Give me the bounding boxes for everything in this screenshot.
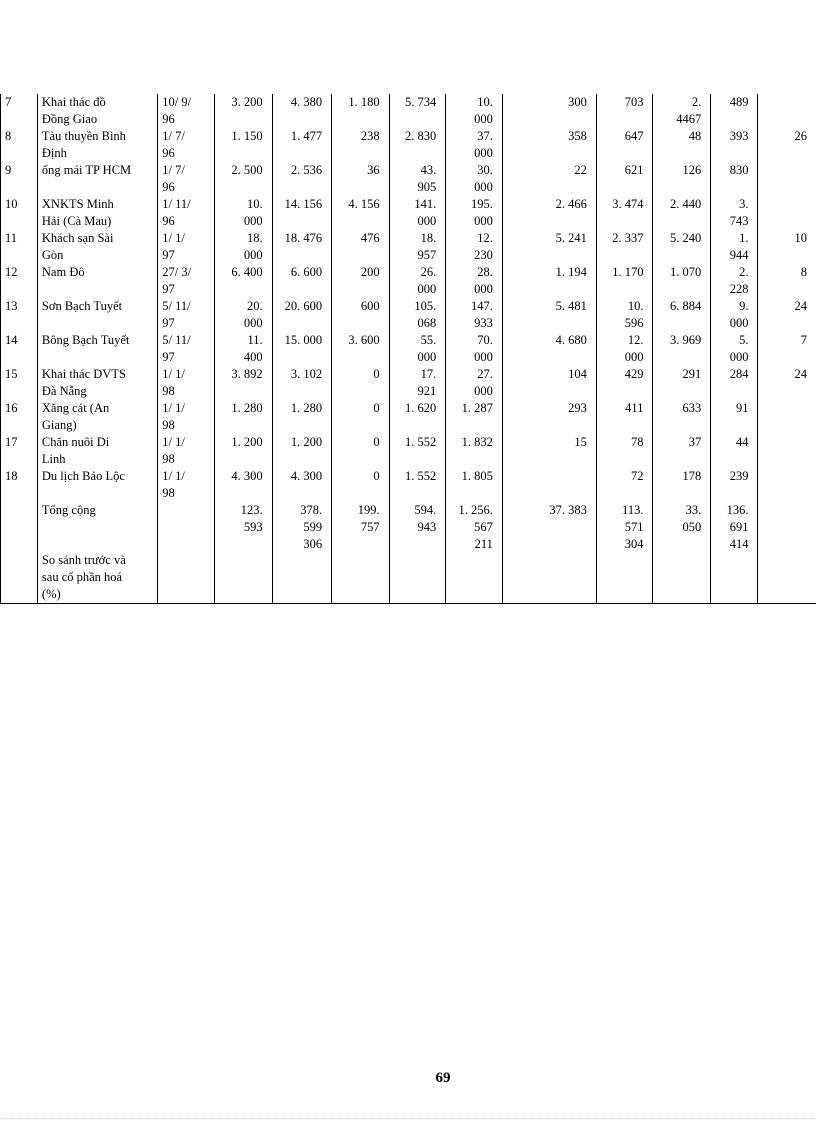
value-cell: 2. 830 — [389, 128, 446, 162]
date-cell: 1/ 1/ 98 — [158, 400, 215, 434]
date-cell — [158, 502, 215, 552]
table-row — [1, 332, 816, 366]
value-cell: 7 — [758, 332, 816, 366]
value-cell: 1. 194 — [502, 264, 596, 298]
value-cell: 1. 170 — [596, 264, 653, 298]
value-cell: 411 — [596, 400, 653, 434]
value-cell: 17. 921 — [389, 366, 446, 400]
value-cell: 3. 892 — [215, 366, 273, 400]
table-row — [1, 502, 816, 552]
footer-divider — [0, 1118, 816, 1119]
date-cell: 1/ 7/ 96 — [158, 162, 215, 196]
value-cell: 3. 969 — [653, 332, 711, 366]
value-cell: 393 — [711, 128, 758, 162]
value-cell: 2. 337 — [596, 230, 653, 264]
date-cell: 27/ 3/ 97 — [158, 264, 215, 298]
value-cell: 2. 536 — [272, 162, 331, 196]
value-cell: 15. 000 — [272, 332, 331, 366]
value-cell: 2. 4467 — [653, 94, 711, 128]
value-cell: 200 — [332, 264, 390, 298]
value-cell: 147. 933 — [446, 298, 503, 332]
date-cell: 10/ 9/ 96 — [158, 94, 215, 128]
value-cell: 14. 156 — [272, 196, 331, 230]
value-cell: 37 — [653, 434, 711, 468]
value-cell: 4. 380 — [272, 94, 331, 128]
value-cell: 1. 200 — [215, 434, 273, 468]
value-cell: 10. 000 — [215, 196, 273, 230]
value-cell: 429 — [596, 366, 653, 400]
value-cell: 1. 832 — [446, 434, 503, 468]
value-cell: 3. 600 — [332, 332, 390, 366]
value-cell: 1. 944 — [711, 230, 758, 264]
value-cell: 18. 476 — [272, 230, 331, 264]
row-number-cell: 8 — [1, 128, 38, 162]
value-cell — [758, 434, 816, 468]
value-cell: 123. 593 — [215, 502, 273, 552]
value-cell: 633 — [653, 400, 711, 434]
date-cell: 1/ 11/ 96 — [158, 196, 215, 230]
value-cell: 72 — [596, 468, 653, 502]
row-number-cell: 15 — [1, 366, 38, 400]
value-cell — [389, 552, 446, 603]
value-cell: 1. 287 — [446, 400, 503, 434]
value-cell: 291 — [653, 366, 711, 400]
value-cell: 78 — [596, 434, 653, 468]
value-cell — [711, 552, 758, 603]
date-cell: 1/ 7/ 96 — [158, 128, 215, 162]
value-cell — [502, 468, 596, 502]
value-cell: 1. 200 — [272, 434, 331, 468]
row-number-cell: 18 — [1, 468, 38, 502]
value-cell: 20. 000 — [215, 298, 273, 332]
value-cell — [332, 552, 390, 603]
value-cell: 178 — [653, 468, 711, 502]
table-row — [1, 298, 816, 332]
value-cell: 1. 280 — [215, 400, 273, 434]
value-cell: 4. 300 — [272, 468, 331, 502]
table-row — [1, 94, 816, 128]
value-cell: 70. 000 — [446, 332, 503, 366]
value-cell: 239 — [711, 468, 758, 502]
row-number-cell: 7 — [1, 94, 38, 128]
company-name-cell: Xăng cát (An Giang) — [37, 400, 157, 434]
value-cell: 1. 256. 567 211 — [446, 502, 503, 552]
value-cell: 0 — [332, 366, 390, 400]
value-cell: 594. 943 — [389, 502, 446, 552]
company-name-cell: ống mái TP HCM — [37, 162, 157, 196]
value-cell: 489 — [711, 94, 758, 128]
value-cell: 300 — [502, 94, 596, 128]
value-cell: 33. 050 — [653, 502, 711, 552]
page-number: 69 — [435, 1070, 451, 1086]
value-cell: 37. 383 — [502, 502, 596, 552]
row-number-cell: 12 — [1, 264, 38, 298]
value-cell: 1. 620 — [389, 400, 446, 434]
value-cell — [446, 552, 503, 603]
company-name-cell: Chăn nuôi Di Linh — [37, 434, 157, 468]
value-cell: 30. 000 — [446, 162, 503, 196]
value-cell: 104 — [502, 366, 596, 400]
value-cell: 2. 500 — [215, 162, 273, 196]
value-cell: 4. 680 — [502, 332, 596, 366]
value-cell: 600 — [332, 298, 390, 332]
row-number-cell: 10 — [1, 196, 38, 230]
table-row — [1, 230, 816, 264]
value-cell: 22 — [502, 162, 596, 196]
value-cell: 2. 466 — [502, 196, 596, 230]
value-cell — [758, 94, 816, 128]
value-cell: 195. 000 — [446, 196, 503, 230]
value-cell: 1. 805 — [446, 468, 503, 502]
value-cell: 2. 228 — [711, 264, 758, 298]
value-cell: 12. 230 — [446, 230, 503, 264]
table-row — [1, 264, 816, 298]
value-cell: 43. 905 — [389, 162, 446, 196]
value-cell: 26. 000 — [389, 264, 446, 298]
company-name-cell: Nam Đô — [37, 264, 157, 298]
value-cell: 4. 156 — [332, 196, 390, 230]
value-cell: 293 — [502, 400, 596, 434]
value-cell: 703 — [596, 94, 653, 128]
value-cell: 0 — [332, 434, 390, 468]
value-cell: 5. 734 — [389, 94, 446, 128]
value-cell: 6. 400 — [215, 264, 273, 298]
value-cell: 126 — [653, 162, 711, 196]
table-row — [1, 400, 816, 434]
value-cell — [653, 552, 711, 603]
value-cell: 20. 600 — [272, 298, 331, 332]
value-cell: 1. 280 — [272, 400, 331, 434]
table-row — [1, 434, 816, 468]
table-row — [1, 552, 816, 603]
company-name-cell: Khai thác đồ Đồng Giao — [37, 94, 157, 128]
date-cell: 1/ 1/ 98 — [158, 366, 215, 400]
value-cell: 2. 440 — [653, 196, 711, 230]
date-cell: 5/ 11/ 97 — [158, 298, 215, 332]
value-cell: 105. 068 — [389, 298, 446, 332]
value-cell: 37. 000 — [446, 128, 503, 162]
value-cell: 830 — [711, 162, 758, 196]
value-cell: 476 — [332, 230, 390, 264]
value-cell: 15 — [502, 434, 596, 468]
value-cell: 12. 000 — [596, 332, 653, 366]
value-cell — [215, 552, 273, 603]
value-cell: 36 — [332, 162, 390, 196]
value-cell: 136. 691 414 — [711, 502, 758, 552]
table-body — [1, 94, 816, 603]
value-cell: 141. 000 — [389, 196, 446, 230]
value-cell — [758, 468, 816, 502]
company-name-cell: So sánh trước và sau cổ phần hoá (%) — [37, 552, 157, 603]
value-cell: 10. 000 — [446, 94, 503, 128]
table-row — [1, 468, 816, 502]
value-cell: 5. 000 — [711, 332, 758, 366]
company-name-cell: Du lịch Bảo Lộc — [37, 468, 157, 502]
value-cell: 5. 241 — [502, 230, 596, 264]
value-cell: 3. 102 — [272, 366, 331, 400]
value-cell: 1. 552 — [389, 434, 446, 468]
row-number-cell — [1, 552, 38, 603]
table-row — [1, 366, 816, 400]
value-cell: 284 — [711, 366, 758, 400]
value-cell — [758, 502, 816, 552]
row-number-cell: 14 — [1, 332, 38, 366]
value-cell: 11. 400 — [215, 332, 273, 366]
value-cell — [758, 552, 816, 603]
value-cell: 26 — [758, 128, 816, 162]
value-cell: 6. 600 — [272, 264, 331, 298]
value-cell: 10. 596 — [596, 298, 653, 332]
date-cell: 1/ 1/ 97 — [158, 230, 215, 264]
value-cell: 113. 571 304 — [596, 502, 653, 552]
company-name-cell: Khách sạn Sài Gòn — [37, 230, 157, 264]
table-row — [1, 162, 816, 196]
value-cell — [596, 552, 653, 603]
value-cell: 9. 000 — [711, 298, 758, 332]
value-cell: 3. 474 — [596, 196, 653, 230]
row-number-cell: 13 — [1, 298, 38, 332]
value-cell: 0 — [332, 468, 390, 502]
row-number-cell — [1, 502, 38, 552]
value-cell: 1. 552 — [389, 468, 446, 502]
value-cell: 621 — [596, 162, 653, 196]
value-cell — [758, 196, 816, 230]
value-cell: 5. 481 — [502, 298, 596, 332]
value-cell: 91 — [711, 400, 758, 434]
row-number-cell: 11 — [1, 230, 38, 264]
value-cell: 238 — [332, 128, 390, 162]
value-cell: 18. 957 — [389, 230, 446, 264]
value-cell: 1. 477 — [272, 128, 331, 162]
value-cell: 1. 150 — [215, 128, 273, 162]
row-number-cell: 16 — [1, 400, 38, 434]
table-row — [1, 196, 816, 230]
value-cell: 3. 743 — [711, 196, 758, 230]
value-cell: 4. 300 — [215, 468, 273, 502]
value-cell: 28. 000 — [446, 264, 503, 298]
value-cell: 647 — [596, 128, 653, 162]
value-cell: 24 — [758, 366, 816, 400]
value-cell: 378. 599 306 — [272, 502, 331, 552]
company-name-cell: Sơn Bạch Tuyết — [37, 298, 157, 332]
table-row — [1, 128, 816, 162]
row-number-cell: 9 — [1, 162, 38, 196]
company-name-cell: Khai thác DVTS Đà Nẵng — [37, 366, 157, 400]
value-cell: 0 — [332, 400, 390, 434]
company-name-cell: Tổng cộng — [37, 502, 157, 552]
date-cell — [158, 552, 215, 603]
value-cell: 6. 884 — [653, 298, 711, 332]
value-cell: 24 — [758, 298, 816, 332]
value-cell: 5. 240 — [653, 230, 711, 264]
company-name-cell: Tàu thuyền Bình Định — [37, 128, 157, 162]
value-cell — [502, 552, 596, 603]
value-cell: 3. 200 — [215, 94, 273, 128]
value-cell: 358 — [502, 128, 596, 162]
company-name-cell: Bông Bạch Tuyết — [37, 332, 157, 366]
value-cell: 18. 000 — [215, 230, 273, 264]
value-cell: 8 — [758, 264, 816, 298]
value-cell — [272, 552, 331, 603]
company-name-cell: XNKTS Minh Hải (Cà Mau) — [37, 196, 157, 230]
value-cell: 55. 000 — [389, 332, 446, 366]
value-cell: 1. 180 — [332, 94, 390, 128]
date-cell: 5/ 11/ 97 — [158, 332, 215, 366]
row-number-cell: 17 — [1, 434, 38, 468]
data-table — [0, 94, 816, 604]
date-cell: 1/ 1/ 98 — [158, 434, 215, 468]
date-cell: 1/ 1/ 98 — [158, 468, 215, 502]
value-cell: 48 — [653, 128, 711, 162]
value-cell: 44 — [711, 434, 758, 468]
value-cell — [758, 162, 816, 196]
value-cell: 1. 070 — [653, 264, 711, 298]
value-cell: 10 — [758, 230, 816, 264]
value-cell: 199. 757 — [332, 502, 390, 552]
value-cell — [758, 400, 816, 434]
value-cell: 27. 000 — [446, 366, 503, 400]
